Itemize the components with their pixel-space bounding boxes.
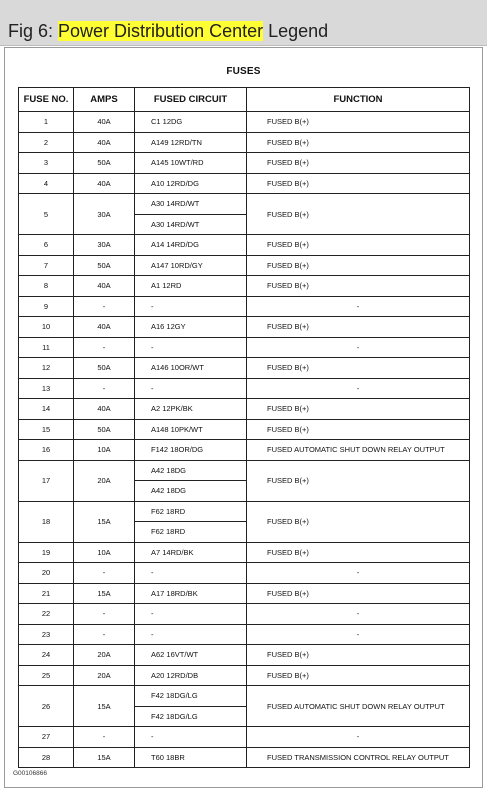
table-row [19,132,470,153]
function-cell: - [247,337,470,358]
function-cell: FUSED AUTOMATIC SHUT DOWN RELAY OUTPUT [247,440,470,461]
table-row [19,686,470,707]
fused-circuit-cell: A20 12RD/DB [135,665,247,686]
fused-circuit-cell: A17 18RD/BK [135,583,247,604]
fuse-number-cell: 10 [19,317,74,338]
table-row [19,153,470,174]
document-code: G00106866 [13,770,47,777]
amps-cell: - [74,624,135,645]
table-row [19,235,470,256]
fuse-number-cell: 14 [19,399,74,420]
amps-cell: 20A [74,460,135,501]
fused-circuit-cell: A1 12RD [135,276,247,297]
table-row [19,317,470,338]
table-row [19,501,470,522]
fused-circuit-cell: A30 14RD/WT [135,194,247,215]
fuse-number-cell: 9 [19,296,74,317]
function-cell: FUSED B(+) [247,419,470,440]
amps-cell: - [74,378,135,399]
fuse-number-cell: 28 [19,747,74,768]
function-cell: FUSED B(+) [247,317,470,338]
function-cell: FUSED B(+) [247,132,470,153]
function-cell: FUSED B(+) [247,358,470,379]
function-cell: FUSED AUTOMATIC SHUT DOWN RELAY OUTPUT [247,686,470,727]
table-row [19,296,470,317]
fused-circuit-cell: - [135,624,247,645]
fused-circuit-cell: T60 18BR [135,747,247,768]
amps-cell: - [74,296,135,317]
fuse-number-cell: 27 [19,727,74,748]
amps-cell: 20A [74,645,135,666]
header-function: FUNCTION [247,88,470,112]
figure-title-prefix: Fig 6: [8,21,59,41]
fuse-number-cell: 18 [19,501,74,542]
fused-circuit-cell: - [135,337,247,358]
fused-circuit-cell: A30 14RD/WT [135,214,247,235]
fused-circuit-cell: - [135,604,247,625]
fuse-table [18,87,470,768]
fuse-number-cell: 2 [19,132,74,153]
fuse-number-cell: 24 [19,645,74,666]
amps-cell: 30A [74,235,135,256]
function-cell: FUSED B(+) [247,583,470,604]
table-row [19,358,470,379]
fused-circuit-cell: F42 18DG/LG [135,686,247,707]
function-cell: - [247,296,470,317]
fuse-number-cell: 17 [19,460,74,501]
fused-circuit-cell: A145 10WT/RD [135,153,247,174]
amps-cell: - [74,604,135,625]
fused-circuit-cell: F62 18RD [135,522,247,543]
fuse-number-cell: 15 [19,419,74,440]
fuse-number-cell: 1 [19,112,74,133]
fuse-number-cell: 16 [19,440,74,461]
table-row [19,727,470,748]
amps-cell: 40A [74,317,135,338]
fused-circuit-cell: F62 18RD [135,501,247,522]
function-cell: FUSED B(+) [247,255,470,276]
table-title: FUSES [226,66,261,77]
fused-circuit-cell: A10 12RD/DG [135,173,247,194]
amps-cell: 50A [74,358,135,379]
header-fuse-no: FUSE NO. [19,88,74,112]
fused-circuit-cell: F42 18DG/LG [135,706,247,727]
fused-circuit-cell: A148 10PK/WT [135,419,247,440]
table-header-row [19,88,470,112]
amps-cell: 10A [74,440,135,461]
function-cell: FUSED B(+) [247,173,470,194]
fused-circuit-cell: - [135,727,247,748]
amps-cell: 15A [74,583,135,604]
amps-cell: 15A [74,501,135,542]
amps-cell: - [74,563,135,584]
amps-cell: 40A [74,112,135,133]
figure-header-bar [0,0,487,46]
figure-title-highlight: Power Distribution Center [58,21,264,41]
fuse-number-cell: 13 [19,378,74,399]
fused-circuit-cell: A62 16VT/WT [135,645,247,666]
amps-cell: - [74,727,135,748]
function-cell: FUSED B(+) [247,645,470,666]
function-cell: FUSED B(+) [247,542,470,563]
table-row [19,255,470,276]
fused-circuit-cell: - [135,296,247,317]
table-row [19,419,470,440]
fuse-number-cell: 26 [19,686,74,727]
fused-circuit-cell: A147 10RD/GY [135,255,247,276]
amps-cell: - [74,337,135,358]
fuse-number-cell: 23 [19,624,74,645]
table-row [19,440,470,461]
function-cell: FUSED B(+) [247,665,470,686]
table-row [19,583,470,604]
amps-cell: 10A [74,542,135,563]
fused-circuit-cell: - [135,563,247,584]
table-row [19,399,470,420]
figure-title [8,20,328,42]
table-row [19,645,470,666]
table-row [19,337,470,358]
table-row [19,624,470,645]
function-cell: - [247,563,470,584]
fused-circuit-cell: A42 18DG [135,460,247,481]
fuse-table-body [19,112,470,768]
function-cell: - [247,624,470,645]
function-cell: FUSED B(+) [247,399,470,420]
amps-cell: 40A [74,276,135,297]
fuse-number-cell: 7 [19,255,74,276]
fused-circuit-cell: C1 12DG [135,112,247,133]
amps-cell: 40A [74,173,135,194]
function-cell: FUSED B(+) [247,153,470,174]
table-row [19,276,470,297]
table-row [19,460,470,481]
fuse-number-cell: 12 [19,358,74,379]
amps-cell: 40A [74,132,135,153]
function-cell: - [247,604,470,625]
fuse-number-cell: 11 [19,337,74,358]
function-cell: FUSED B(+) [247,501,470,542]
amps-cell: 20A [74,665,135,686]
amps-cell: 15A [74,747,135,768]
amps-cell: 15A [74,686,135,727]
fuse-number-cell: 6 [19,235,74,256]
fused-circuit-cell: A7 14RD/BK [135,542,247,563]
table-row [19,604,470,625]
table-row [19,173,470,194]
fuse-number-cell: 8 [19,276,74,297]
table-row [19,747,470,768]
fused-circuit-cell: A16 12GY [135,317,247,338]
fuse-number-cell: 21 [19,583,74,604]
amps-cell: 50A [74,255,135,276]
fused-circuit-cell: F142 18OR/DG [135,440,247,461]
fuse-number-cell: 25 [19,665,74,686]
fuse-number-cell: 19 [19,542,74,563]
fused-circuit-cell: - [135,378,247,399]
function-cell: FUSED B(+) [247,194,470,235]
fused-circuit-cell: A146 10OR/WT [135,358,247,379]
amps-cell: 50A [74,419,135,440]
function-cell: FUSED B(+) [247,276,470,297]
table-row [19,542,470,563]
function-cell: - [247,378,470,399]
function-cell: FUSED TRANSMISSION CONTROL RELAY OUTPUT [247,747,470,768]
fuse-number-cell: 5 [19,194,74,235]
figure-title-suffix: Legend [263,21,329,41]
table-row [19,665,470,686]
function-cell: FUSED B(+) [247,460,470,501]
fused-circuit-cell: A42 18DG [135,481,247,502]
function-cell: - [247,727,470,748]
fused-circuit-cell: A2 12PK/BK [135,399,247,420]
function-cell: FUSED B(+) [247,112,470,133]
table-row [19,563,470,584]
table-row [19,378,470,399]
table-row [19,194,470,215]
amps-cell: 40A [74,399,135,420]
amps-cell: 50A [74,153,135,174]
fuse-number-cell: 22 [19,604,74,625]
amps-cell: 30A [74,194,135,235]
fuse-number-cell: 4 [19,173,74,194]
fuse-number-cell: 3 [19,153,74,174]
function-cell: FUSED B(+) [247,235,470,256]
table-row [19,112,470,133]
header-fused-circuit: FUSED CIRCUIT [135,88,247,112]
fused-circuit-cell: A149 12RD/TN [135,132,247,153]
fuse-number-cell: 20 [19,563,74,584]
header-amps: AMPS [74,88,135,112]
fused-circuit-cell: A14 14RD/DG [135,235,247,256]
